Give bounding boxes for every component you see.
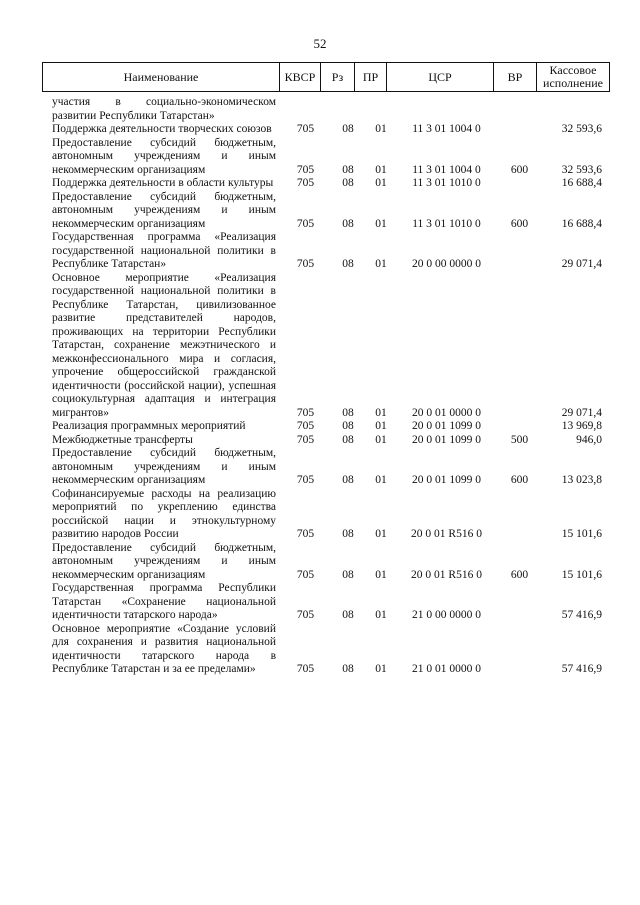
table-row <box>52 191 602 232</box>
row-rz: 08 <box>342 420 354 432</box>
row-rz: 08 <box>342 528 354 540</box>
row-rz: 08 <box>342 163 354 176</box>
row-kvsr: 705 <box>296 609 315 621</box>
row-csr: 11 3 01 1010 0 <box>412 217 481 230</box>
row-csr: 20 0 01 1099 0 <box>412 420 481 432</box>
row-pr: 01 <box>375 123 387 135</box>
row-csr: 11 3 01 1010 0 <box>412 177 481 189</box>
row-vr: 500 <box>510 433 529 446</box>
row-rz: 08 <box>342 663 354 675</box>
row-name: Предоставление субсидий бюджетным, автономным учреждениям и иным некоммерческим организациям <box>52 447 276 486</box>
row-amount: 57 416,9 <box>561 663 602 675</box>
row-vr: 600 <box>510 568 529 581</box>
table-header <box>42 62 610 92</box>
row-amount: 32 593,6 <box>561 163 602 176</box>
row-pr: 01 <box>375 433 387 446</box>
row-csr: 11 3 01 1004 0 <box>412 163 481 176</box>
row-rz: 08 <box>342 474 354 486</box>
table-row <box>52 623 602 677</box>
row-pr: 01 <box>375 420 387 432</box>
header-vr: ВР <box>493 63 536 91</box>
row-kvsr: 705 <box>296 528 315 540</box>
row-name: Поддержка деятельности в области культуры <box>52 177 274 189</box>
row-name: Предоставление субсидий бюджетным, автономным учреждениям и иным некоммерческим организациям <box>52 541 276 581</box>
row-csr: 11 3 01 1004 0 <box>412 123 481 135</box>
table-row <box>52 582 602 623</box>
row-name: Основное мероприятие «Реализация государственной национальной политики в Республике Татарстан, цивилизованное развитие представителей народов, проживающих на территории Республики Татарстан, сохранение межэтнического и межконфессионального мира и согласия, упрочение общероссийской гражданской идентичности (российской нации), успешная социокультурная адаптация и интеграция мигрантов» <box>52 271 276 419</box>
row-kvsr: 705 <box>296 474 315 486</box>
row-csr: 20 0 01 0000 0 <box>412 406 481 419</box>
row-name: Основное мероприятие «Создание условий для сохранения и развития национальной идентичности татарского народа в Республике Татарстан и за ее пределами» <box>52 622 276 675</box>
header-csr: ЦСР <box>386 63 493 91</box>
table-row <box>52 123 602 137</box>
row-name: Предоставление субсидий бюджетным, автономным учреждениям и иным некоммерческим организациям <box>52 136 276 176</box>
row-kvsr: 705 <box>296 217 315 230</box>
row-csr: 20 0 01 R516 0 <box>411 528 482 540</box>
row-name: Межбюджетные трансферты <box>52 433 193 446</box>
row-amount: 32 593,6 <box>561 123 602 135</box>
row-vr: 600 <box>510 474 529 486</box>
row-vr: 600 <box>510 217 529 230</box>
row-rz: 08 <box>342 433 354 446</box>
row-amount: 16 688,4 <box>561 177 602 189</box>
row-rz: 08 <box>342 217 354 230</box>
row-name: Предоставление субсидий бюджетным, автономным учреждениям и иным некоммерческим организациям <box>52 190 276 230</box>
header-rz: Рз <box>320 63 354 91</box>
row-csr: 20 0 01 1099 0 <box>412 474 481 486</box>
row-name: Поддержка деятельности творческих союзов <box>52 123 272 135</box>
row-amount: 57 416,9 <box>561 609 602 621</box>
row-pr: 01 <box>375 258 387 270</box>
row-kvsr: 705 <box>296 420 315 432</box>
row-pr: 01 <box>375 177 387 189</box>
table-body <box>52 96 602 677</box>
row-csr: 20 0 00 0000 0 <box>412 258 481 270</box>
table-row <box>52 137 602 178</box>
row-csr: 21 0 00 0000 0 <box>412 609 481 621</box>
table-row <box>52 272 602 421</box>
header-kvsr: КВСР <box>279 63 320 91</box>
table-row <box>52 542 602 583</box>
row-pr: 01 <box>375 406 387 419</box>
row-amount: 946,0 <box>576 433 602 446</box>
row-amount: 29 071,4 <box>561 258 602 270</box>
header-amount: Кассовое исполнение <box>536 63 609 91</box>
row-rz: 08 <box>342 568 354 581</box>
row-kvsr: 705 <box>296 433 315 446</box>
row-rz: 08 <box>342 177 354 189</box>
row-kvsr: 705 <box>296 163 315 176</box>
row-rz: 08 <box>342 123 354 135</box>
row-amount: 13 023,8 <box>561 474 602 486</box>
header-name: Наименование <box>123 69 199 84</box>
row-amount: 15 101,6 <box>561 568 602 581</box>
row-name: Государственная программа «Реализация государственной национальной политики в Республике Татарстан» <box>52 231 276 270</box>
row-kvsr: 705 <box>296 258 315 270</box>
table-row <box>52 434 602 448</box>
table-row <box>52 177 602 191</box>
row-pr: 01 <box>375 163 387 176</box>
row-kvsr: 705 <box>296 663 315 675</box>
row-pr: 01 <box>375 568 387 581</box>
table-row <box>52 420 602 434</box>
row-name: Софинансируемые расходы на реализацию мероприятий по укреплению единства российской нации и этнокультурному развитию народов России <box>52 487 276 540</box>
table-row <box>52 447 602 488</box>
row-name: Реализация программных мероприятий <box>52 420 246 432</box>
row-pr: 01 <box>375 663 387 675</box>
row-pr: 01 <box>375 474 387 486</box>
row-vr: 600 <box>510 163 529 176</box>
row-amount: 29 071,4 <box>561 406 602 419</box>
row-csr: 20 0 01 R516 0 <box>411 568 482 581</box>
table-row <box>52 96 602 123</box>
table-row <box>52 231 602 272</box>
row-name: Государственная программа Республики Татарстан «Сохранение национальной идентичности татарского народа» <box>52 582 276 621</box>
row-name: участия в социально-экономическом развитии Республики Татарстан» <box>52 96 276 122</box>
row-amount: 15 101,6 <box>561 528 602 540</box>
row-pr: 01 <box>375 217 387 230</box>
row-pr: 01 <box>375 528 387 540</box>
row-kvsr: 705 <box>296 406 315 419</box>
row-csr: 21 0 01 0000 0 <box>412 663 481 675</box>
row-kvsr: 705 <box>296 123 315 135</box>
row-amount: 13 969,8 <box>561 420 602 432</box>
page-number: 52 <box>313 36 327 51</box>
row-rz: 08 <box>342 609 354 621</box>
row-rz: 08 <box>342 258 354 270</box>
header-pr: ПР <box>354 63 386 91</box>
row-rz: 08 <box>342 406 354 419</box>
row-amount: 16 688,4 <box>561 217 602 230</box>
table-row <box>52 488 602 542</box>
row-kvsr: 705 <box>296 568 315 581</box>
row-pr: 01 <box>375 609 387 621</box>
row-csr: 20 0 01 1099 0 <box>412 433 481 446</box>
row-kvsr: 705 <box>296 177 315 189</box>
